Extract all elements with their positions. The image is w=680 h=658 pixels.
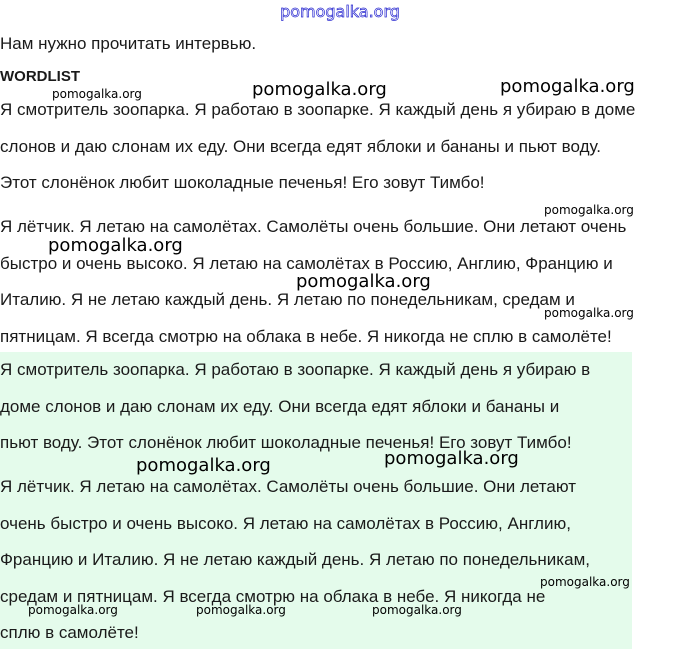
watermark: pomogalka.org bbox=[544, 306, 634, 320]
zookeeper-paragraph bbox=[0, 98, 672, 208]
text-line: средам и пятницам. Я всегда смотрю на облака в небе. Я никогда не bbox=[0, 586, 546, 606]
watermark: pomogalka.org bbox=[500, 76, 635, 97]
highlighted-zookeeper-paragraph bbox=[0, 358, 640, 468]
watermark: pomogalka.org bbox=[372, 603, 462, 617]
watermark: pomogalka.org bbox=[540, 575, 630, 589]
watermark: pomogalka.org bbox=[252, 79, 387, 100]
text-line: быстро и очень высоко. Я летаю на самолётах в Россию, Англию, Францию и bbox=[0, 253, 613, 273]
watermark: pomogalka.org bbox=[544, 203, 634, 217]
text-line: пятницам. Я всегда смотрю на облака в небе. Я никогда не сплю в самолёте! bbox=[0, 326, 612, 346]
watermark: pomogalka.org bbox=[48, 235, 183, 256]
watermark: pomogalka.org bbox=[196, 603, 286, 617]
text-line: Этот слонёнок любит шоколадные печенья! Его зовут Тимбо! bbox=[0, 173, 485, 192]
text-line: Я лётчик. Я летаю на самолётах. Самолёты очень большие. Они летают очень bbox=[0, 217, 627, 236]
highlighted-pilot-paragraph bbox=[0, 475, 640, 658]
text-line: пьют воду. Этот слонёнок любит шоколадные печенья! Его зовут Тимбо! bbox=[0, 433, 572, 452]
text-line: сплю в самолёте! bbox=[0, 623, 139, 642]
header-watermark: pomogalka.org bbox=[280, 2, 400, 21]
wordlist-label: WORDLIST bbox=[0, 68, 80, 85]
text-line: Я смотритель зоопарка. Я работаю в зоопарке. Я каждый день я убираю в доме bbox=[0, 100, 636, 119]
text-line: Я смотритель зоопарка. Я работаю в зоопарке. Я каждый день я убираю в bbox=[0, 360, 591, 379]
watermark: pomogalka.org bbox=[52, 87, 142, 101]
watermark: pomogalka.org bbox=[136, 455, 271, 476]
watermark: pomogalka.org bbox=[28, 603, 118, 617]
text-line: доме слонов и даю слонам их еду. Они всегда едят яблоки и бананы и bbox=[0, 396, 560, 416]
text-line: Францию и Италию. Я не летаю каждый день. Я летаю по понедельникам, bbox=[0, 550, 590, 569]
intro-text: Нам нужно прочитать интервью. bbox=[0, 34, 257, 53]
text-line: Я лётчик. Я летаю на самолётах. Самолёты очень большие. Они летают bbox=[0, 477, 577, 496]
text-line: очень быстро и очень высоко. Я летаю на самолётах в Россию, Англию, bbox=[0, 513, 571, 533]
text-line: слонов и даю слонам их еду. Они всегда едят яблоки и бананы и пьют воду. bbox=[0, 136, 602, 156]
text-line: Италию. Я не летаю каждый день. Я летаю по понедельникам, средам и bbox=[0, 290, 575, 309]
watermark: pomogalka.org bbox=[296, 271, 431, 292]
watermark: pomogalka.org bbox=[384, 448, 519, 469]
